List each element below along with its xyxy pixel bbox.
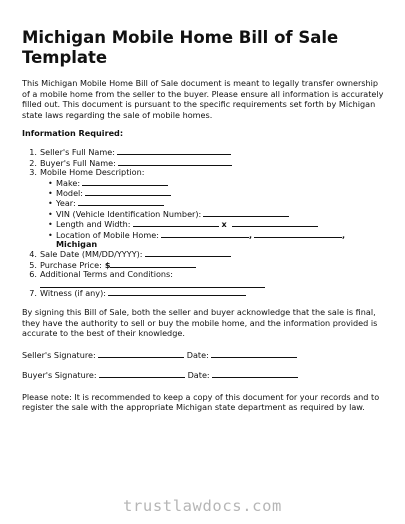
terms-label: Additional Terms and Conditions: — [40, 269, 173, 280]
sale-date-row: 4. Sale Date (MM/DD/YYYY): — [22, 249, 384, 259]
vin-label: VIN (Vehicle Identification Number): — [56, 208, 202, 219]
bullet-icon: • — [48, 208, 53, 219]
seller-signature-label: Seller's Signature: — [22, 349, 96, 360]
year-row — [22, 198, 384, 208]
bullet-icon: • — [48, 229, 53, 240]
document-page — [22, 28, 384, 413]
intro-paragraph: This Michigan Mobile Home Bill of Sale document is meant to legally transfer ownership of a mobile home from the seller to the buyer. Please ensure all information is accurately filled out. This document is pursuant to the specific requirements set forth by Michigan state laws regarding the sale of mobile homes. — [22, 78, 384, 120]
buyer-name-row: 2. Buyer's Full Name: — [22, 158, 384, 168]
terms-row: 6. Additional Terms and Conditions: — [29, 269, 173, 280]
make-field[interactable] — [82, 178, 168, 186]
purchase-price-field[interactable] — [110, 260, 196, 268]
location-state: Michigan — [56, 239, 98, 250]
bullet-icon: • — [48, 177, 53, 188]
seller-signature-row — [22, 350, 384, 360]
sale-date-field[interactable] — [145, 249, 231, 257]
watermark: trustlawdocs.com — [123, 497, 282, 515]
model-label: Model: — [56, 188, 84, 198]
buyer-signature-row — [22, 370, 384, 380]
size-separator: x — [221, 219, 227, 230]
buyer-name-label: Buyer's Full Name: — [40, 157, 116, 168]
witness-row: 7. Witness (if any): — [22, 288, 384, 298]
witness-field[interactable] — [108, 288, 246, 296]
location-label: Location of Mobile Home: — [56, 229, 159, 240]
seller-date-field[interactable] — [211, 350, 297, 358]
description-row: 3. Mobile Home Description: — [29, 167, 145, 178]
buyer-date-field[interactable] — [212, 370, 298, 378]
location-separator: , — [248, 229, 253, 240]
seller-signature-field[interactable] — [98, 350, 184, 358]
width-field[interactable] — [232, 219, 318, 227]
note-paragraph: Please note: It is recommended to keep a copy of this document for your records and to register the sale with the appropriate Michigan state department as required by law. — [22, 391, 380, 413]
make-row — [22, 178, 384, 188]
bullet-icon: • — [48, 188, 53, 198]
sale-date-label: Sale Date (MM/DD/YYYY): — [40, 249, 143, 260]
vin-field[interactable] — [203, 209, 289, 217]
acknowledgement-paragraph: By signing this Bill of Sale, both the seller and buyer acknowledge that the sale is final, they have the authority to sell or buy the mobile home, and the information provided is accurate to the best of their knowledge. — [22, 307, 378, 339]
bullet-icon: • — [48, 219, 53, 230]
buyer-name-field[interactable] — [118, 158, 232, 166]
buyer-signature-field[interactable] — [99, 370, 185, 378]
location-county-field[interactable] — [254, 230, 342, 238]
seller-name-label: Seller's Full Name: — [40, 147, 115, 158]
model-row — [22, 188, 384, 198]
description-label: Mobile Home Description: — [40, 167, 145, 178]
purchase-price-label: Purchase Price: — [40, 259, 102, 270]
bullet-icon: • — [48, 198, 53, 209]
terms-field[interactable] — [40, 280, 265, 288]
location-separator: , — [342, 229, 346, 240]
vin-row — [22, 209, 384, 219]
purchase-price-row: 5. Purchase Price: $ — [22, 260, 384, 270]
location-city-field[interactable] — [161, 230, 249, 238]
length-field[interactable] — [133, 219, 219, 227]
make-label: Make: — [56, 177, 81, 188]
witness-label: Witness (if any): — [40, 287, 106, 298]
buyer-date-label: Date: — [187, 369, 210, 380]
size-row — [22, 219, 384, 229]
seller-date-label: Date: — [186, 349, 209, 360]
document-title: Michigan Mobile Home Bill of Sale Template — [22, 28, 339, 67]
buyer-signature-label: Buyer's Signature: — [22, 369, 97, 380]
info-list — [22, 147, 384, 298]
terms-line-row — [22, 280, 384, 288]
info-heading: Information Required: — [22, 128, 124, 139]
currency-symbol: $ — [104, 259, 111, 270]
year-label: Year: — [56, 198, 76, 209]
model-field[interactable] — [85, 188, 171, 196]
seller-name-row: 1. Seller's Full Name: — [22, 147, 384, 157]
seller-name-field[interactable] — [117, 147, 231, 155]
size-label: Length and Width: — [56, 219, 131, 230]
year-field[interactable] — [78, 198, 164, 206]
